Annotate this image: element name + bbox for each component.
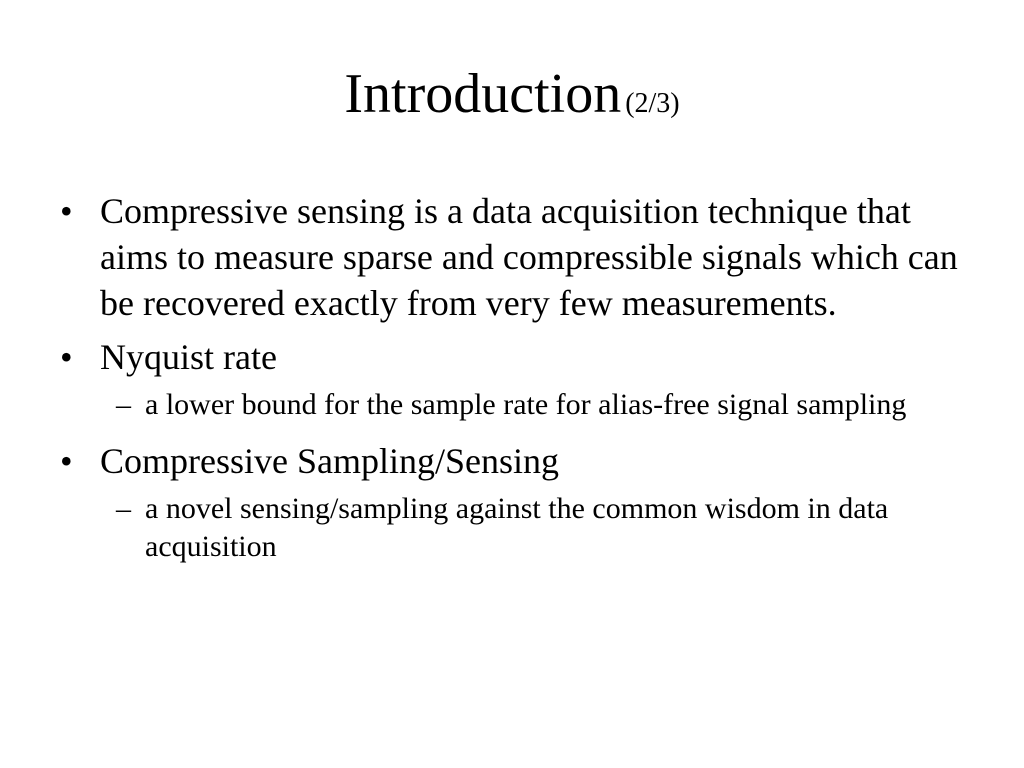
bullet-nyquist-rate (60, 334, 960, 380)
slide-content (60, 188, 960, 566)
slide-title-main: Introduction (344, 63, 622, 125)
sub-bullet-marker: – (116, 388, 131, 421)
bullet-compressive-sampling (60, 438, 960, 484)
slide-title (0, 63, 1024, 125)
bullet-marker: • (60, 337, 73, 377)
slide-title-page-indicator: (2/3) (625, 88, 680, 119)
sub-bullet-nyquist-definition (60, 386, 960, 424)
sub-bullet-text: a lower bound for the sample rate for alias-free signal sampling (145, 388, 907, 421)
sub-bullet-marker: – (116, 492, 131, 525)
bullet-text: Compressive Sampling/Sensing (100, 441, 559, 481)
sub-bullet-text: a novel sensing/sampling against the common wisdom in data acquisition (145, 492, 889, 563)
bullet-marker: • (60, 441, 73, 481)
bullet-text: Compressive sensing is a data acquisition technique that aims to measure sparse and compressible signals which can be recovered exactly from very few measurements. (100, 191, 958, 323)
bullet-marker: • (60, 191, 73, 231)
bullet-compressive-sensing (60, 188, 960, 326)
bullet-text: Nyquist rate (100, 337, 277, 377)
sub-bullet-compressive-definition (60, 490, 960, 566)
